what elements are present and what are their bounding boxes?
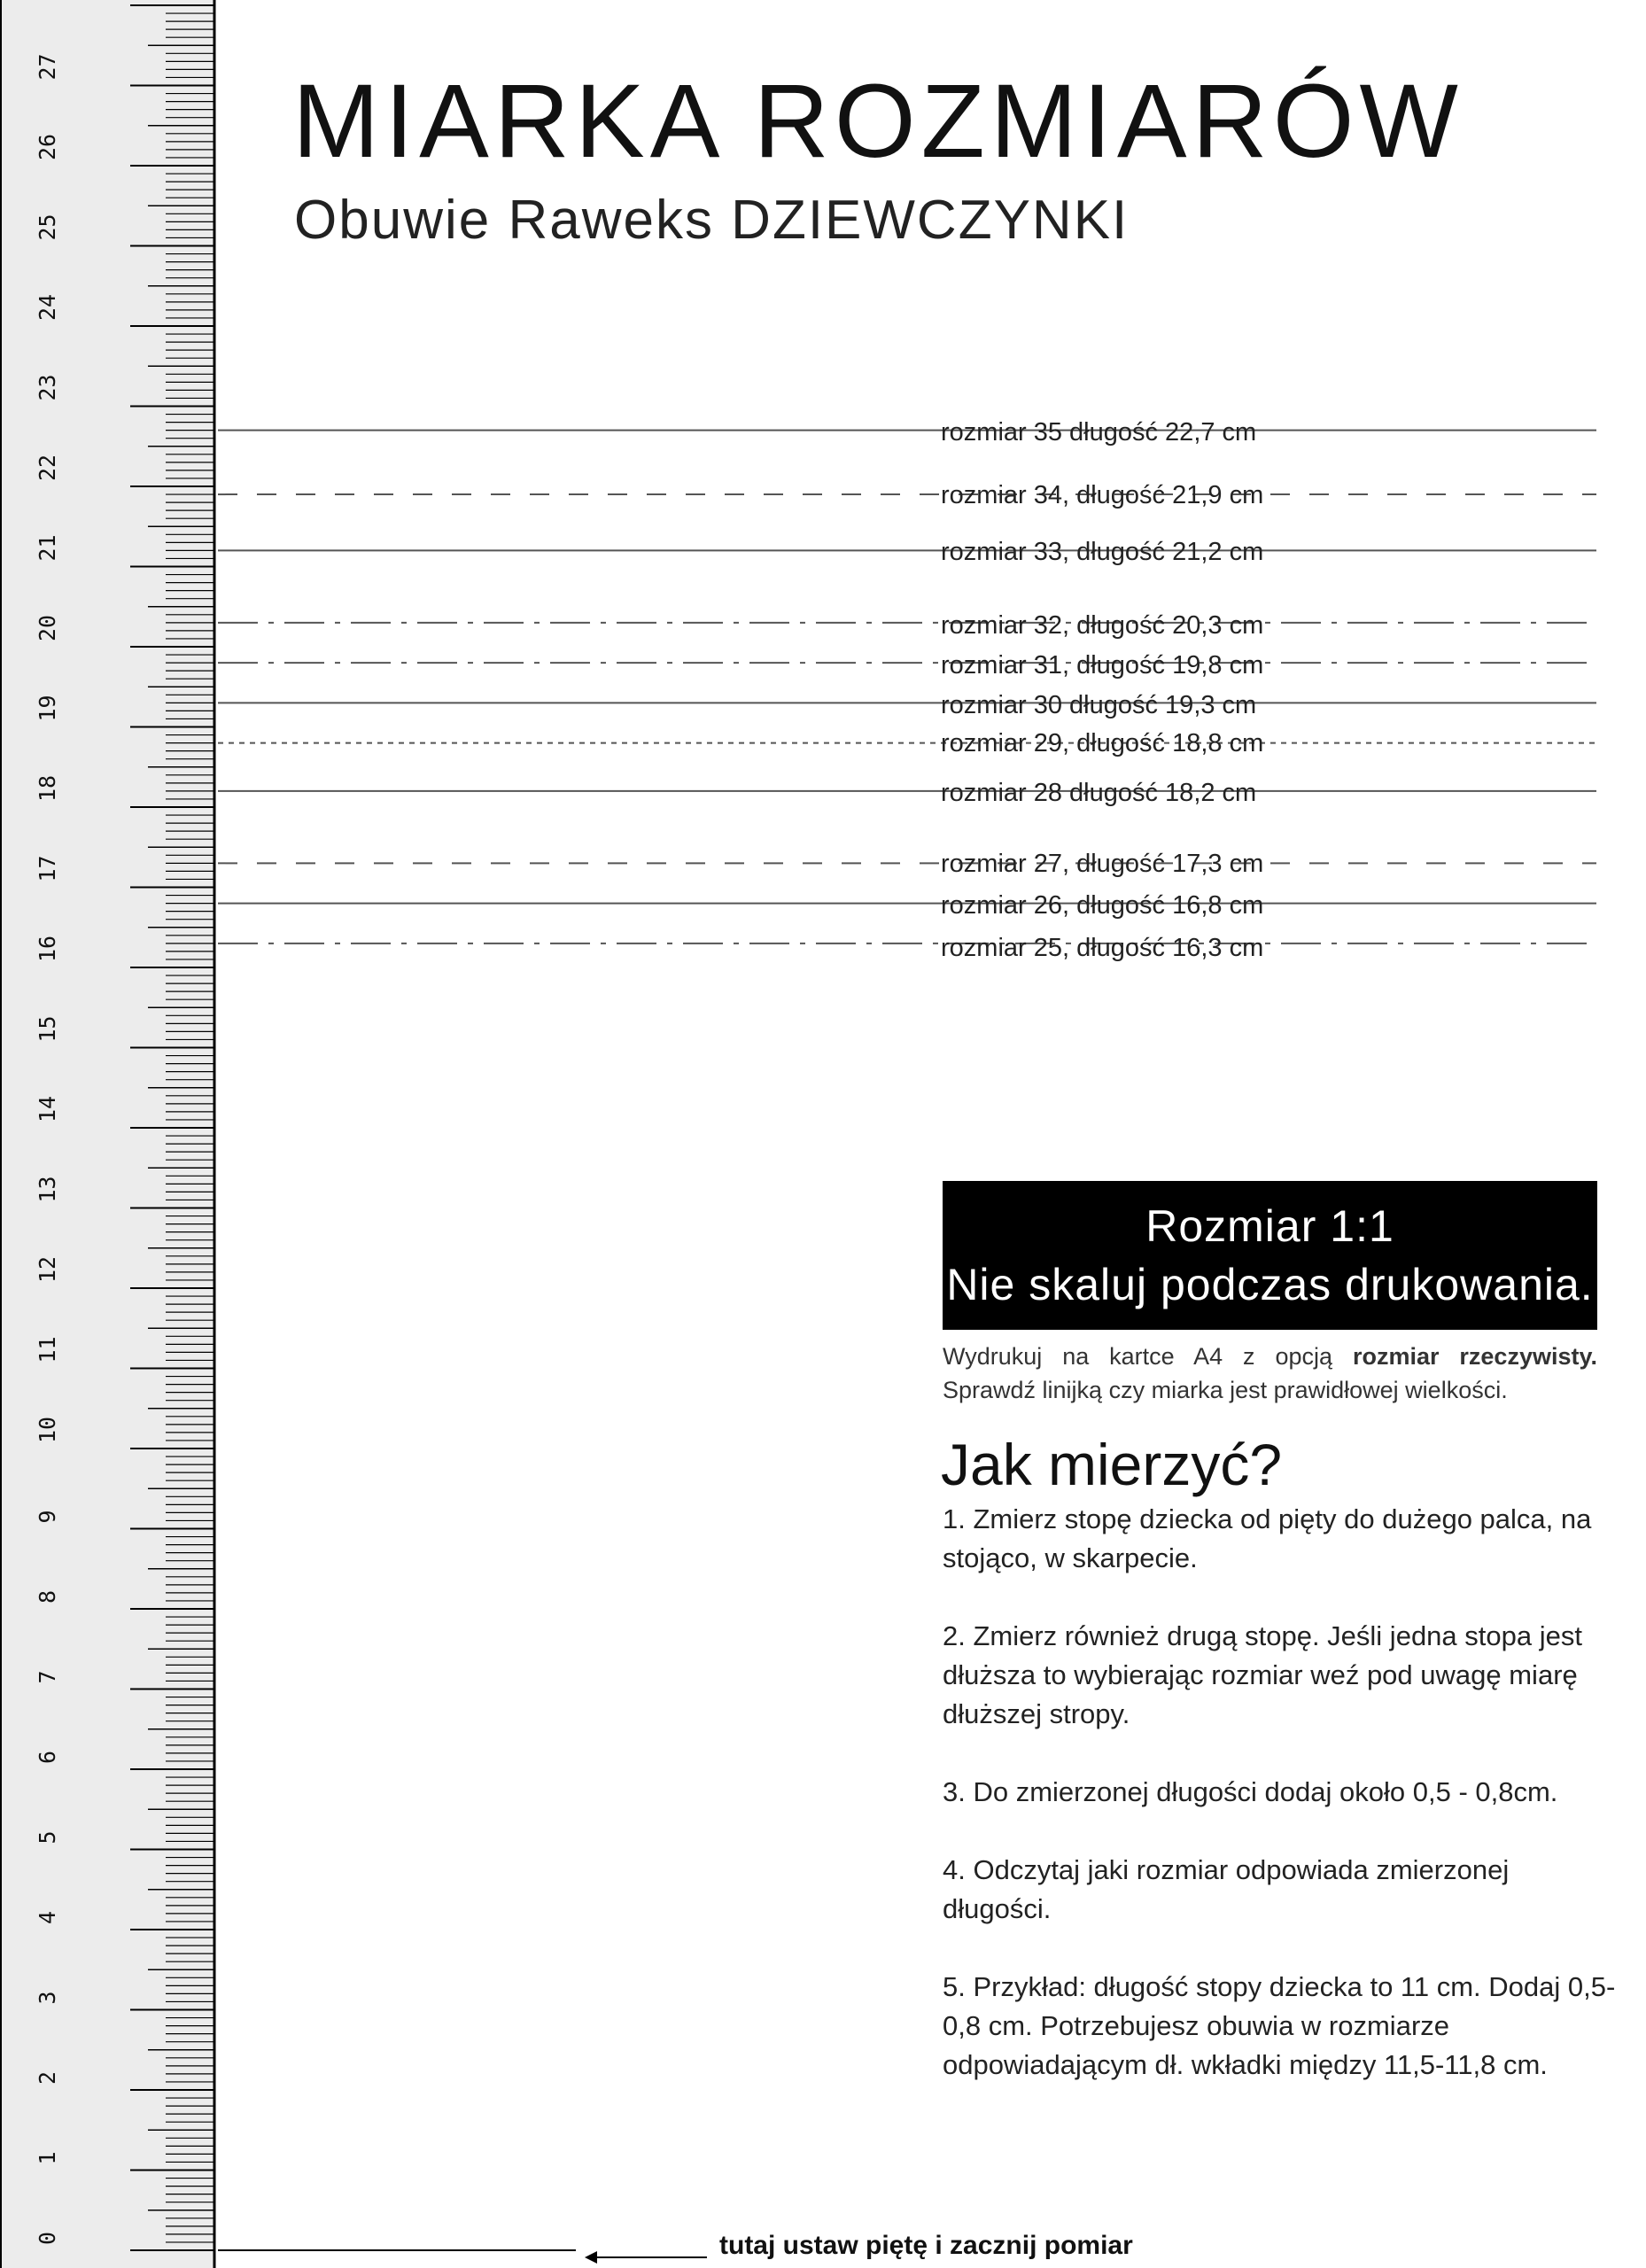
ruler-number: 12	[35, 1255, 60, 1283]
ruler-number: 0	[35, 2231, 60, 2245]
page-title: MIARKA ROZMIARÓW	[292, 63, 1464, 180]
ruler-number: 23	[35, 374, 60, 401]
howto-step-3: 3. Do zmierzonej długości dodaj około 0,5 - 0,8cm.	[943, 1776, 1558, 1807]
howto-step-5: 5. Przykład: długość stopy dziecka to 11 cm. Dodaj 0,5-0,8 cm. Potrzebujesz obuwia w rozmiarze odpowiadającym dł. wkładki między 11,5-11,8 cm.	[943, 1971, 1616, 2080]
size-label-33: rozmiar 33, długość 21,2 cm	[941, 538, 1264, 566]
ruler-number: 14	[35, 1095, 60, 1122]
ruler-number: 10	[35, 1416, 60, 1443]
ruler-number: 25	[35, 214, 60, 241]
page-subtitle: Obuwie Raweks DZIEWCZYNKI	[294, 190, 1130, 251]
ruler-number: 8	[35, 1589, 60, 1604]
size-label-30: rozmiar 30 długość 19,3 cm	[941, 691, 1257, 719]
print-instructions-line-1	[943, 1340, 1597, 1373]
print-instructions	[943, 1340, 1597, 1407]
ruler-number: 4	[35, 1910, 60, 1924]
ruler-number: 15	[35, 1015, 60, 1043]
ruler-number: 27	[35, 53, 60, 81]
size-label-35: rozmiar 35 długość 22,7 cm	[941, 418, 1257, 447]
size-label-34: rozmiar 34, długość 21,9 cm	[941, 481, 1264, 509]
heel-arrow-head	[585, 2251, 597, 2264]
howto-title: Jak mierzyć?	[941, 1432, 1283, 1497]
ruler-number: 5	[35, 1830, 60, 1845]
ruler-number: 7	[35, 1670, 60, 1684]
ruler-number: 6	[35, 1750, 60, 1764]
ruler-number: 13	[35, 1176, 60, 1203]
ruler-number: 20	[35, 614, 60, 641]
ruler-number: 3	[35, 1991, 60, 2005]
ruler-number: 2	[35, 2070, 60, 2085]
ruler-number: 21	[35, 534, 60, 562]
ruler-number: 17	[35, 855, 60, 882]
howto-step-2: 2. Zmierz również drugą stopę. Jeśli jedna stopa jest dłuższa to wybierając rozmiar weź pod uwagę miarę dłuższej stropy.	[943, 1620, 1582, 1729]
notice-line-1: Rozmiar 1:1	[1145, 1201, 1394, 1251]
print-instructions-text: Wydrukuj na kartce A4 z opcją	[943, 1343, 1353, 1370]
ruler-number: 1	[35, 2151, 60, 2165]
print-instructions-bold: rozmiar rzeczywisty.	[1352, 1343, 1597, 1370]
ruler-number: 19	[35, 695, 60, 722]
ruler-number: 22	[35, 454, 60, 481]
ruler-number: 18	[35, 774, 60, 802]
size-label-25: rozmiar 25, długość 16,3 cm	[941, 934, 1264, 962]
size-label-31: rozmiar 31, długość 19,8 cm	[941, 651, 1264, 680]
size-label-29: rozmiar 29, długość 18,8 cm	[941, 729, 1264, 757]
size-label-32: rozmiar 32, długość 20,3 cm	[941, 611, 1264, 640]
ruler-number: 11	[35, 1336, 60, 1363]
size-label-27: rozmiar 27, długość 17,3 cm	[941, 850, 1264, 878]
heel-instruction: tutaj ustaw piętę i zacznij pomiar	[719, 2231, 1133, 2260]
print-instructions-line-2: Sprawdź linijką czy miarka jest prawidłowej wielkości.	[943, 1377, 1508, 1403]
size-label-26: rozmiar 26, długość 16,8 cm	[941, 891, 1264, 920]
ruler-number: 9	[35, 1510, 60, 1524]
ruler-number: 16	[35, 935, 60, 962]
ruler-background	[0, 0, 214, 2268]
ruler-number: 26	[35, 133, 60, 160]
ruler-number: 24	[35, 293, 60, 321]
howto-step-1: 1. Zmierz stopę dziecka od pięty do dużego palca, na stojąco, w skarpecie.	[943, 1503, 1592, 1573]
notice-line-2: Nie skaluj podczas drukowania.	[946, 1260, 1594, 1309]
size-label-28: rozmiar 28 długość 18,2 cm	[941, 779, 1257, 807]
howto-step-4: 4. Odczytaj jaki rozmiar odpowiada zmierzonej długości.	[943, 1854, 1510, 1924]
howto-steps	[943, 1500, 1616, 2124]
ruler	[0, 0, 221, 2268]
scale-notice	[943, 1181, 1597, 1330]
